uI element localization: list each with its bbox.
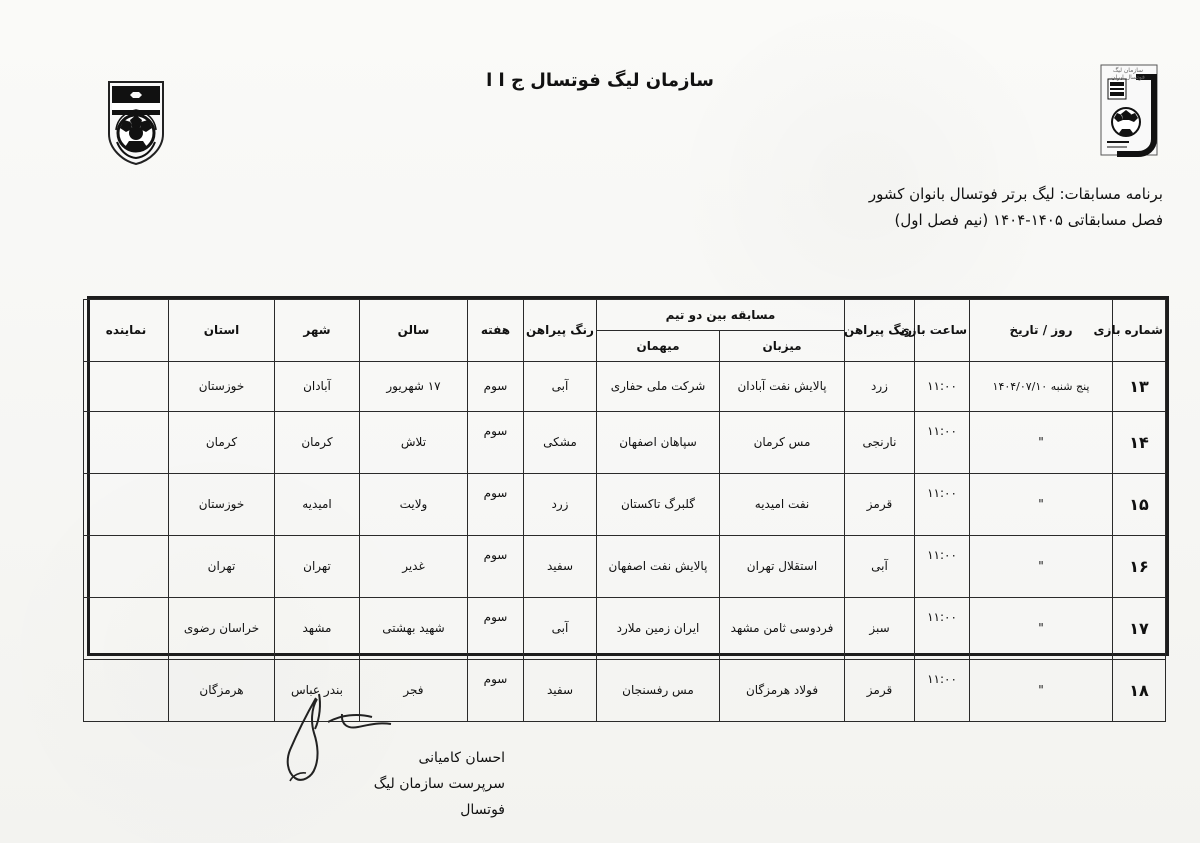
signer-name: احسان کامیانی — [418, 750, 505, 766]
home-color-cell: سبز — [845, 598, 915, 660]
city-cell: مشهد — [274, 598, 359, 660]
representative-cell — [83, 660, 168, 722]
week-cell: سوم — [467, 536, 523, 598]
season-line: فصل مسابقاتی ۱۴۰۵-۱۴۰۴ (نیم فصل اول) — [894, 210, 1163, 229]
table-row — [83, 536, 1165, 598]
home-color-cell: قرمز — [845, 474, 915, 536]
table-row — [83, 474, 1165, 536]
competition-info — [803, 182, 1163, 234]
signer-role: سرپرست سازمان لیگ فوتسال — [373, 775, 505, 818]
schedule-table-wrapper — [87, 296, 1169, 700]
representative-cell — [83, 474, 168, 536]
guest-team-cell: ایران زمین ملارد — [596, 598, 719, 660]
game-number-cell: ۱۵ — [1113, 474, 1166, 536]
guest-color-cell: مشکی — [523, 412, 596, 474]
header-guest: میهمان — [596, 331, 719, 362]
host-team-cell: فولاد هرمزگان — [720, 660, 845, 722]
header-host: میزبان — [720, 331, 845, 362]
host-team-cell: مس کرمان — [720, 412, 845, 474]
guest-team-cell: گلبرگ تاکستان — [596, 474, 719, 536]
guest-team-cell: سپاهان اصفهان — [596, 412, 719, 474]
federation-logo — [105, 82, 167, 164]
day-date-cell: پنج شنبه ۱۴۰۴/۰۷/۱۰ — [970, 362, 1113, 412]
representative-cell — [83, 536, 168, 598]
game-number-cell: ۱۴ — [1113, 412, 1166, 474]
province-cell: خراسان رضوی — [168, 598, 274, 660]
signature-block — [325, 746, 505, 824]
header-home-color: رنگ پیراهن — [845, 300, 915, 362]
header-city: شهر — [274, 300, 359, 362]
city-cell: کرمان — [274, 412, 359, 474]
day-date-cell: " — [970, 474, 1113, 536]
home-color-cell: زرد — [845, 362, 915, 412]
header-representative: نماینده — [83, 300, 168, 362]
game-number-cell: ۱۸ — [1113, 660, 1166, 722]
time-cell: ۱۱:۰۰ — [915, 412, 970, 474]
guest-color-cell: سفید — [523, 536, 596, 598]
week-cell: سوم — [467, 362, 523, 412]
document-title: سازمان لیگ فوتسال ج ا ا — [486, 70, 714, 91]
time-cell: ۱۱:۰۰ — [915, 660, 970, 722]
hall-cell: ولایت — [359, 474, 467, 536]
header-game-number: شماره بازی — [1113, 300, 1166, 362]
guest-color-cell: آبی — [523, 362, 596, 412]
game-number-cell: ۱۷ — [1113, 598, 1166, 660]
guest-team-cell: شرکت ملی حفاری — [596, 362, 719, 412]
guest-team-cell: پالایش نفت اصفهان — [596, 536, 719, 598]
hall-cell: تلاش — [359, 412, 467, 474]
hall-cell: غدیر — [359, 536, 467, 598]
province-cell: خوزستان — [168, 362, 274, 412]
header-hall: سالن — [359, 300, 467, 362]
guest-color-cell: سفید — [523, 660, 596, 722]
header-day-date: روز / تاریخ — [970, 300, 1113, 362]
header-match-between: مسابقه بین دو تیم — [596, 300, 844, 331]
host-team-cell: پالایش نفت آبادان — [720, 362, 845, 412]
day-date-cell: " — [970, 536, 1113, 598]
representative-cell — [83, 412, 168, 474]
host-team-cell: استقلال تهران — [720, 536, 845, 598]
game-number-cell: ۱۶ — [1113, 536, 1166, 598]
week-cell: سوم — [467, 660, 523, 722]
header-week: هفته — [467, 300, 523, 362]
week-cell: سوم — [467, 598, 523, 660]
city-cell: تهران — [274, 536, 359, 598]
day-date-cell: " — [970, 660, 1113, 722]
hall-cell: فجر — [359, 660, 467, 722]
header-province: استان — [168, 300, 274, 362]
guest-color-cell: زرد — [523, 474, 596, 536]
province-cell: هرمزگان — [168, 660, 274, 722]
futsal-logo-caption: سازمان لیگ فوتسال ایران — [1111, 67, 1145, 81]
home-color-cell: قرمز — [845, 660, 915, 722]
time-cell: ۱۱:۰۰ — [915, 598, 970, 660]
province-cell: خوزستان — [168, 474, 274, 536]
province-cell: تهران — [168, 536, 274, 598]
table-row — [83, 362, 1165, 412]
table-row — [83, 598, 1165, 660]
day-date-cell: " — [970, 598, 1113, 660]
week-cell: سوم — [467, 412, 523, 474]
schedule-table — [83, 299, 1166, 722]
hall-cell: شهید بهشتی — [359, 598, 467, 660]
time-cell: ۱۱:۰۰ — [915, 362, 970, 412]
city-cell: بندر عباس — [274, 660, 359, 722]
game-number-cell: ۱۳ — [1113, 362, 1166, 412]
home-color-cell: آبی — [845, 536, 915, 598]
province-cell: کرمان — [168, 412, 274, 474]
representative-cell — [83, 598, 168, 660]
week-cell: سوم — [467, 474, 523, 536]
header-guest-color: رنگ پیراهن — [523, 300, 596, 362]
time-cell: ۱۱:۰۰ — [915, 536, 970, 598]
table-row — [83, 660, 1165, 722]
representative-cell — [83, 362, 168, 412]
header-time: ساعت بازی — [915, 300, 970, 362]
guest-team-cell: مس رفسنجان — [596, 660, 719, 722]
competition-title-line: برنامه مسابقات: لیگ برتر فوتسال بانوان کشور — [868, 185, 1163, 203]
time-cell: ۱۱:۰۰ — [915, 474, 970, 536]
table-row — [83, 412, 1165, 474]
city-cell: آبادان — [274, 362, 359, 412]
home-color-cell: نارنجی — [845, 412, 915, 474]
city-cell: امیدیه — [274, 474, 359, 536]
host-team-cell: نفت امیدیه — [720, 474, 845, 536]
host-team-cell: فردوسی ثامن مشهد — [720, 598, 845, 660]
hall-cell: ۱۷ شهریور — [359, 362, 467, 412]
day-date-cell: " — [970, 412, 1113, 474]
guest-color-cell: آبی — [523, 598, 596, 660]
